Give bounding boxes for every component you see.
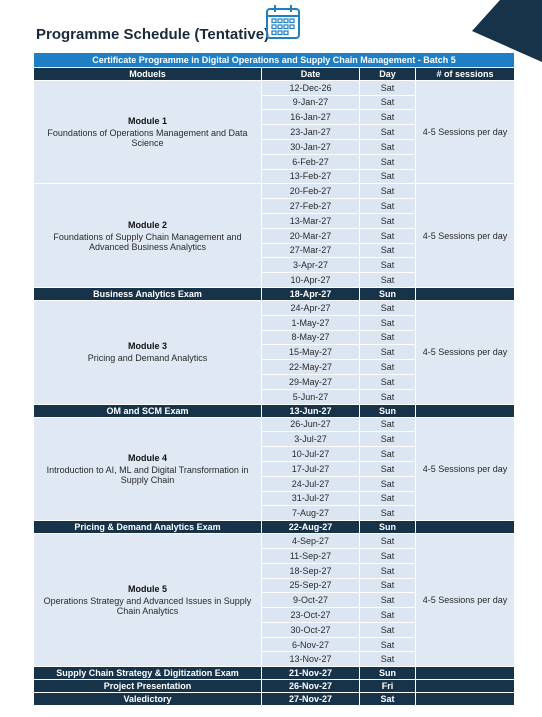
- event-sessions-blank: [416, 521, 515, 534]
- module-title: Module 4: [127, 452, 167, 463]
- day-cell: Sat: [360, 199, 416, 214]
- col-header-sessions: # of sessions: [416, 67, 515, 80]
- date-cell: 4-Sep-27: [262, 534, 360, 549]
- date-cell: 22-May-27: [262, 360, 360, 375]
- table-caption: Certificate Programme in Digital Operations and Supply Chain Management - Batch 5: [34, 53, 515, 68]
- sessions-cell: 4-5 Sessions per day: [416, 534, 515, 667]
- event-sessions-blank: [416, 693, 515, 706]
- day-cell: Sat: [360, 184, 416, 199]
- event-name: Supply Chain Strategy & Digitization Exam: [34, 667, 262, 680]
- day-cell: Sat: [360, 228, 416, 243]
- date-cell: 15-May-27: [262, 345, 360, 360]
- day-cell: Sat: [360, 273, 416, 288]
- event-day: Sun: [360, 667, 416, 680]
- module-description: Introduction to AI, ML and Digital Transformation in Supply Chain: [46, 464, 249, 485]
- day-cell: Sat: [360, 360, 416, 375]
- caption-row: [34, 53, 515, 68]
- day-cell: Sat: [360, 213, 416, 228]
- event-name: Pricing & Demand Analytics Exam: [34, 521, 262, 534]
- day-cell: Sat: [360, 345, 416, 360]
- day-cell: Sat: [360, 110, 416, 125]
- date-cell: 3-Jul-27: [262, 432, 360, 447]
- date-cell: 30-Oct-27: [262, 622, 360, 637]
- event-row: [34, 521, 515, 534]
- day-cell: Sat: [360, 593, 416, 608]
- event-date: 21-Nov-27: [262, 667, 360, 680]
- date-cell: 27-Feb-27: [262, 199, 360, 214]
- date-cell: 30-Jan-27: [262, 139, 360, 154]
- sessions-cell: 4-5 Sessions per day: [416, 80, 515, 184]
- date-cell: 13-Feb-27: [262, 169, 360, 184]
- date-cell: 24-Apr-27: [262, 300, 360, 315]
- module-description: Foundations of Operations Management and Data Science: [47, 128, 248, 149]
- date-cell: 23-Oct-27: [262, 608, 360, 623]
- event-sessions-blank: [416, 404, 515, 417]
- event-day: Fri: [360, 680, 416, 693]
- day-cell: Sat: [360, 608, 416, 623]
- table-row: [34, 80, 515, 95]
- event-date: 27-Nov-27: [262, 693, 360, 706]
- col-header-modules: Moduels: [34, 67, 262, 80]
- module-title: Module 3: [127, 341, 167, 352]
- module-cell: [34, 534, 262, 667]
- event-day: Sun: [360, 521, 416, 534]
- event-row: [34, 693, 515, 706]
- module-description: Pricing and Demand Analytics: [87, 353, 208, 364]
- event-date: 22-Aug-27: [262, 521, 360, 534]
- col-header-day: Day: [360, 67, 416, 80]
- date-cell: 6-Feb-27: [262, 154, 360, 169]
- col-header-date: Date: [262, 67, 360, 80]
- date-cell: 3-Apr-27: [262, 258, 360, 273]
- sessions-cell: 4-5 Sessions per day: [416, 300, 515, 404]
- date-cell: 29-May-27: [262, 374, 360, 389]
- date-cell: 11-Sep-27: [262, 548, 360, 563]
- event-sessions-blank: [416, 680, 515, 693]
- header-row: [34, 67, 515, 80]
- day-cell: Sat: [360, 258, 416, 273]
- event-name: Project Presentation: [34, 680, 262, 693]
- sessions-cell: 4-5 Sessions per day: [416, 184, 515, 288]
- date-cell: 7-Aug-27: [262, 506, 360, 521]
- event-row: [34, 680, 515, 693]
- event-date: 18-Apr-27: [262, 287, 360, 300]
- module-title: Module 5: [127, 584, 167, 595]
- day-cell: Sat: [360, 534, 416, 549]
- event-date: 13-Jun-27: [262, 404, 360, 417]
- event-date: 26-Nov-27: [262, 680, 360, 693]
- day-cell: Sat: [360, 315, 416, 330]
- module-title: Module 2: [127, 219, 167, 230]
- date-cell: 27-Mar-27: [262, 243, 360, 258]
- date-cell: 6-Nov-27: [262, 637, 360, 652]
- day-cell: Sat: [360, 330, 416, 345]
- day-cell: Sat: [360, 80, 416, 95]
- event-sessions-blank: [416, 287, 515, 300]
- page-title: Programme Schedule (Tentative): [36, 26, 270, 43]
- event-day: Sat: [360, 693, 416, 706]
- date-cell: 31-Jul-27: [262, 491, 360, 506]
- day-cell: Sat: [360, 563, 416, 578]
- sessions-cell: 4-5 Sessions per day: [416, 417, 515, 521]
- date-cell: 10-Apr-27: [262, 273, 360, 288]
- date-cell: 25-Sep-27: [262, 578, 360, 593]
- day-cell: Sat: [360, 389, 416, 404]
- day-cell: Sat: [360, 491, 416, 506]
- day-cell: Sat: [360, 652, 416, 667]
- day-cell: Sat: [360, 447, 416, 462]
- date-cell: 9-Jan-27: [262, 95, 360, 110]
- table-row: [34, 534, 515, 549]
- day-cell: Sat: [360, 95, 416, 110]
- module-description: Foundations of Supply Chain Management and Advanced Business Analytics: [53, 231, 242, 252]
- day-cell: Sat: [360, 461, 416, 476]
- date-cell: 17-Jul-27: [262, 461, 360, 476]
- day-cell: Sat: [360, 548, 416, 563]
- day-cell: Sat: [360, 374, 416, 389]
- module-cell: [34, 417, 262, 521]
- date-cell: 26-Jun-27: [262, 417, 360, 432]
- event-day: Sun: [360, 404, 416, 417]
- event-name: Valedictory: [34, 693, 262, 706]
- date-cell: 5-Jun-27: [262, 389, 360, 404]
- date-cell: 24-Jul-27: [262, 476, 360, 491]
- day-cell: Sat: [360, 432, 416, 447]
- schedule-body: [34, 53, 515, 706]
- date-cell: 1-May-27: [262, 315, 360, 330]
- date-cell: 12-Dec-26: [262, 80, 360, 95]
- event-sessions-blank: [416, 667, 515, 680]
- day-cell: Sat: [360, 139, 416, 154]
- date-cell: 10-Jul-27: [262, 447, 360, 462]
- event-row: [34, 287, 515, 300]
- day-cell: Sat: [360, 300, 416, 315]
- calendar-icon: [264, 3, 302, 41]
- day-cell: Sat: [360, 476, 416, 491]
- day-cell: Sat: [360, 578, 416, 593]
- event-row: [34, 404, 515, 417]
- event-row: [34, 667, 515, 680]
- event-name: OM and SCM Exam: [34, 404, 262, 417]
- day-cell: Sat: [360, 243, 416, 258]
- module-cell: [34, 184, 262, 288]
- module-title: Module 1: [127, 116, 167, 127]
- module-cell: [34, 80, 262, 184]
- date-cell: 20-Mar-27: [262, 228, 360, 243]
- event-day: Sun: [360, 287, 416, 300]
- date-cell: 13-Mar-27: [262, 213, 360, 228]
- date-cell: 13-Nov-27: [262, 652, 360, 667]
- module-cell: [34, 300, 262, 404]
- day-cell: Sat: [360, 154, 416, 169]
- day-cell: Sat: [360, 417, 416, 432]
- date-cell: 9-Oct-27: [262, 593, 360, 608]
- date-cell: 18-Sep-27: [262, 563, 360, 578]
- table-row: [34, 300, 515, 315]
- day-cell: Sat: [360, 125, 416, 140]
- date-cell: 23-Jan-27: [262, 125, 360, 140]
- event-name: Business Analytics Exam: [34, 287, 262, 300]
- table-row: [34, 184, 515, 199]
- date-cell: 8-May-27: [262, 330, 360, 345]
- day-cell: Sat: [360, 506, 416, 521]
- date-cell: 16-Jan-27: [262, 110, 360, 125]
- day-cell: Sat: [360, 169, 416, 184]
- date-cell: 20-Feb-27: [262, 184, 360, 199]
- table-row: [34, 417, 515, 432]
- module-description: Operations Strategy and Advanced Issues in Supply Chain Analytics: [43, 596, 252, 617]
- schedule-table: [33, 52, 515, 706]
- day-cell: Sat: [360, 622, 416, 637]
- day-cell: Sat: [360, 637, 416, 652]
